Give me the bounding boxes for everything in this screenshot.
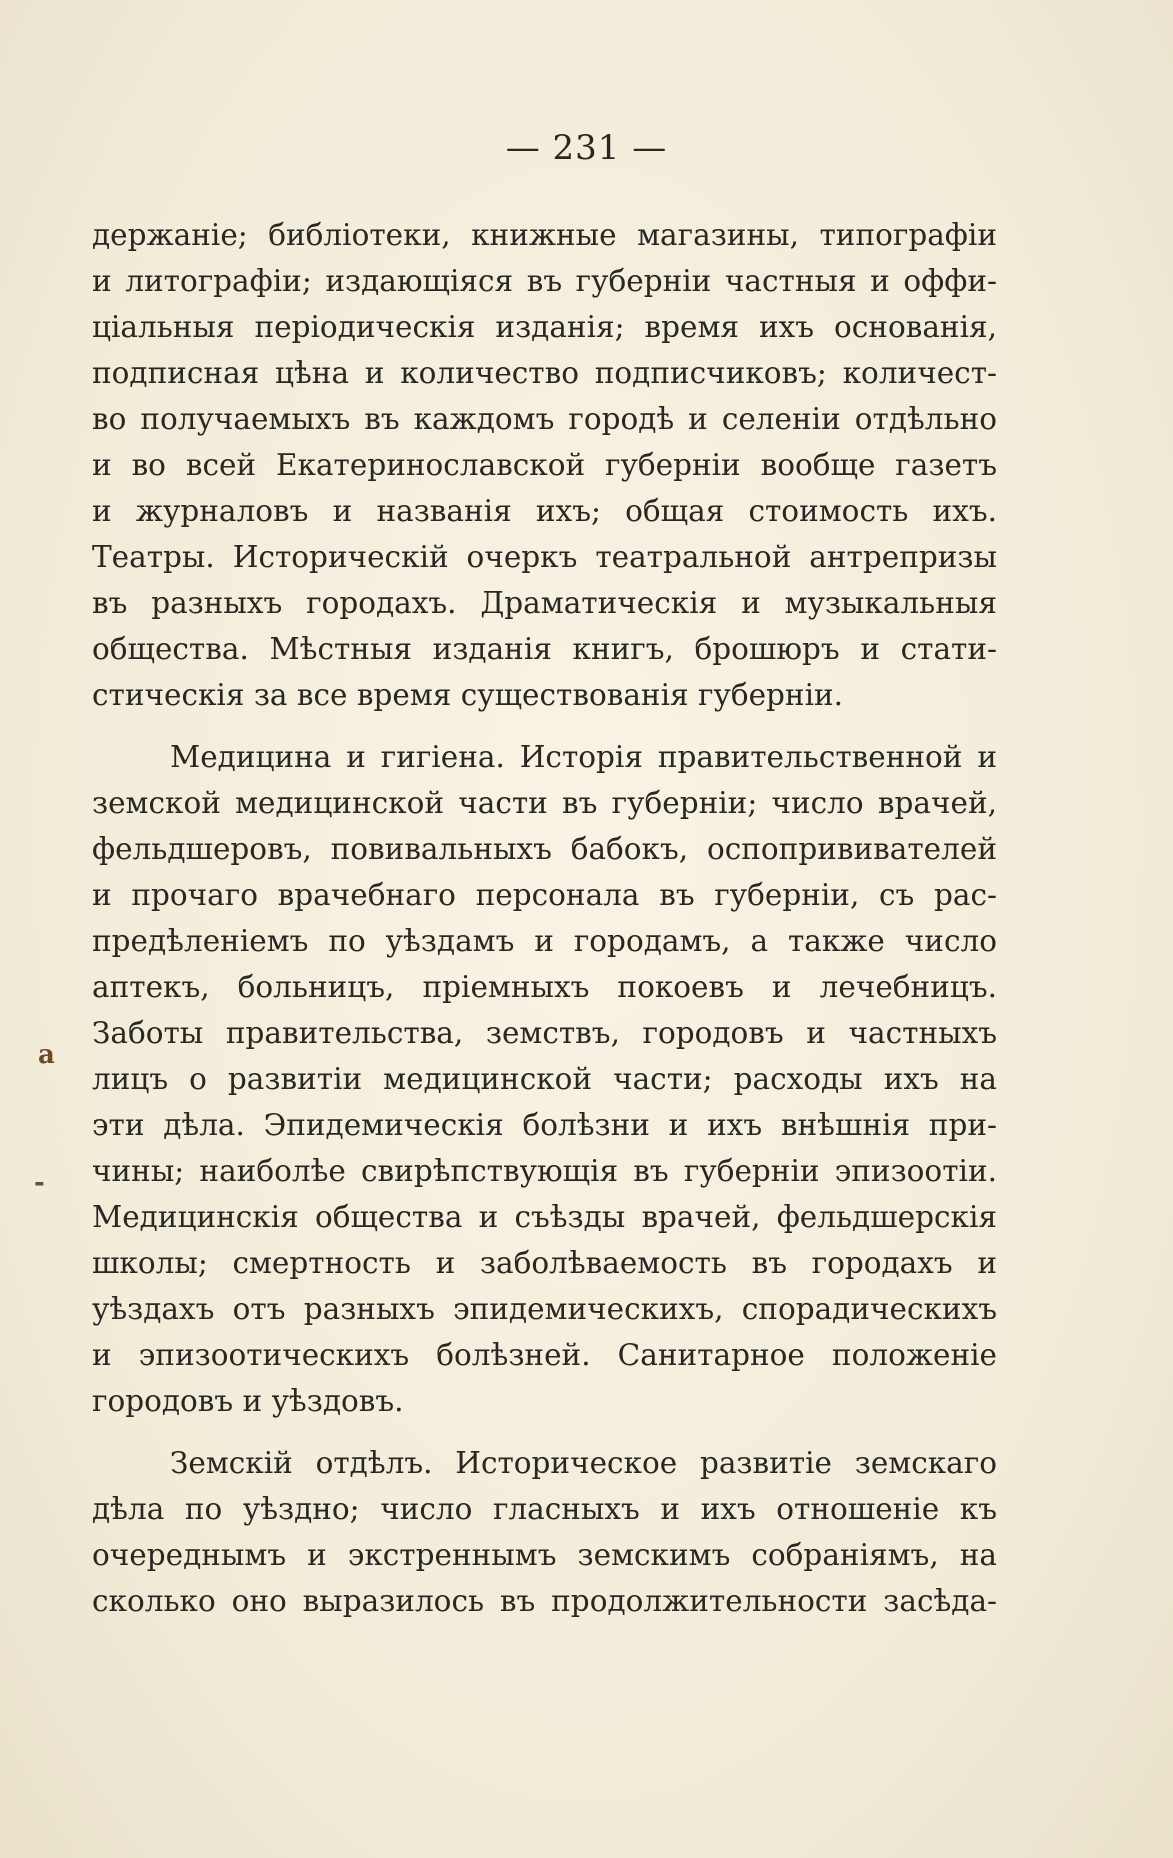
paragraph-medicine-hygiene [92,734,997,1424]
text-line: держаніе; библіотеки, книжные магазины, типографіи [92,218,997,252]
text-line: и литографіи; издающіяся въ губерніи частныя и оффи- [92,264,997,298]
text-line: сколько оно выразилось въ продолжительности засѣда- [92,1584,997,1618]
text-line: уѣздахъ отъ разныхъ эпидемическихъ, спорадическихъ [92,1292,997,1326]
text-line: подписная цѣна и количество подписчиковъ; количест- [92,356,997,390]
paragraph-zemstvo [92,1440,997,1624]
text-line: фельдшеровъ, повивальныхъ бабокъ, оспопрививателей [92,832,997,866]
text-line: въ разныхъ городахъ. Драматическія и музыкальныя [92,586,997,620]
text-line: Театры. Историческій очеркъ театральной антрепризы [92,540,997,574]
text-line: дѣла по уѣздно; число гласныхъ и ихъ отношеніе къ [92,1492,997,1526]
page-number: — 231 — [505,128,668,168]
text-line: и во всей Екатеринославской губерніи вообще газетъ [92,448,997,482]
text-line: и журналовъ и названія ихъ; общая стоимость ихъ. [92,494,997,528]
text-line: Медицина и гигіена. Исторія правительственной и [170,740,997,774]
text-line: и прочаго врачебнаго персонала въ губерніи, съ рас- [92,878,997,912]
text-line: городовъ и уѣздовъ. [92,1384,404,1418]
text-line: стическія за все время существованія губерніи. [92,678,844,712]
text-line: Заботы правительства, земствъ, городовъ и частныхъ [92,1016,997,1050]
text-line: и эпизоотическихъ болѣзней. Санитарное положеніе [92,1338,997,1372]
margin-ink-mark: a [38,1040,55,1070]
body-text [92,212,997,1624]
text-line: чины; наиболѣе свирѣпствующія въ губерніи эпизоотіи. [92,1154,997,1188]
text-line: аптекъ, больницъ, пріемныхъ покоевъ и лечебницъ. [92,970,997,1004]
text-line: Земскій отдѣлъ. Историческое развитіе земскаго [170,1446,997,1480]
paragraph-press-theatre [92,212,997,718]
text-line: очереднымъ и экстреннымъ земскимъ собраніямъ, на [92,1538,997,1572]
text-line: во получаемыхъ въ каждомъ городѣ и селеніи отдѣльно [92,402,997,436]
text-line: Медицинскія общества и съѣзды врачей, фельдшерскія [92,1200,997,1234]
margin-dash-mark: - [34,1168,45,1198]
text-line: предѣленіемъ по уѣздамъ и городамъ, а также число [92,924,997,958]
text-line: общества. Мѣстныя изданія книгъ, брошюръ и стати- [92,632,997,666]
text-line: земской медицинской части въ губерніи; число врачей, [92,786,997,820]
text-line: лицъ о развитіи медицинской части; расходы ихъ на [92,1062,997,1096]
text-line: ціальныя періодическія изданія; время ихъ основанія, [92,310,997,344]
text-line: эти дѣла. Эпидемическія болѣзни и ихъ внѣшнія при- [92,1108,997,1142]
text-line: школы; смертность и заболѣваемость въ городахъ и [92,1246,997,1280]
